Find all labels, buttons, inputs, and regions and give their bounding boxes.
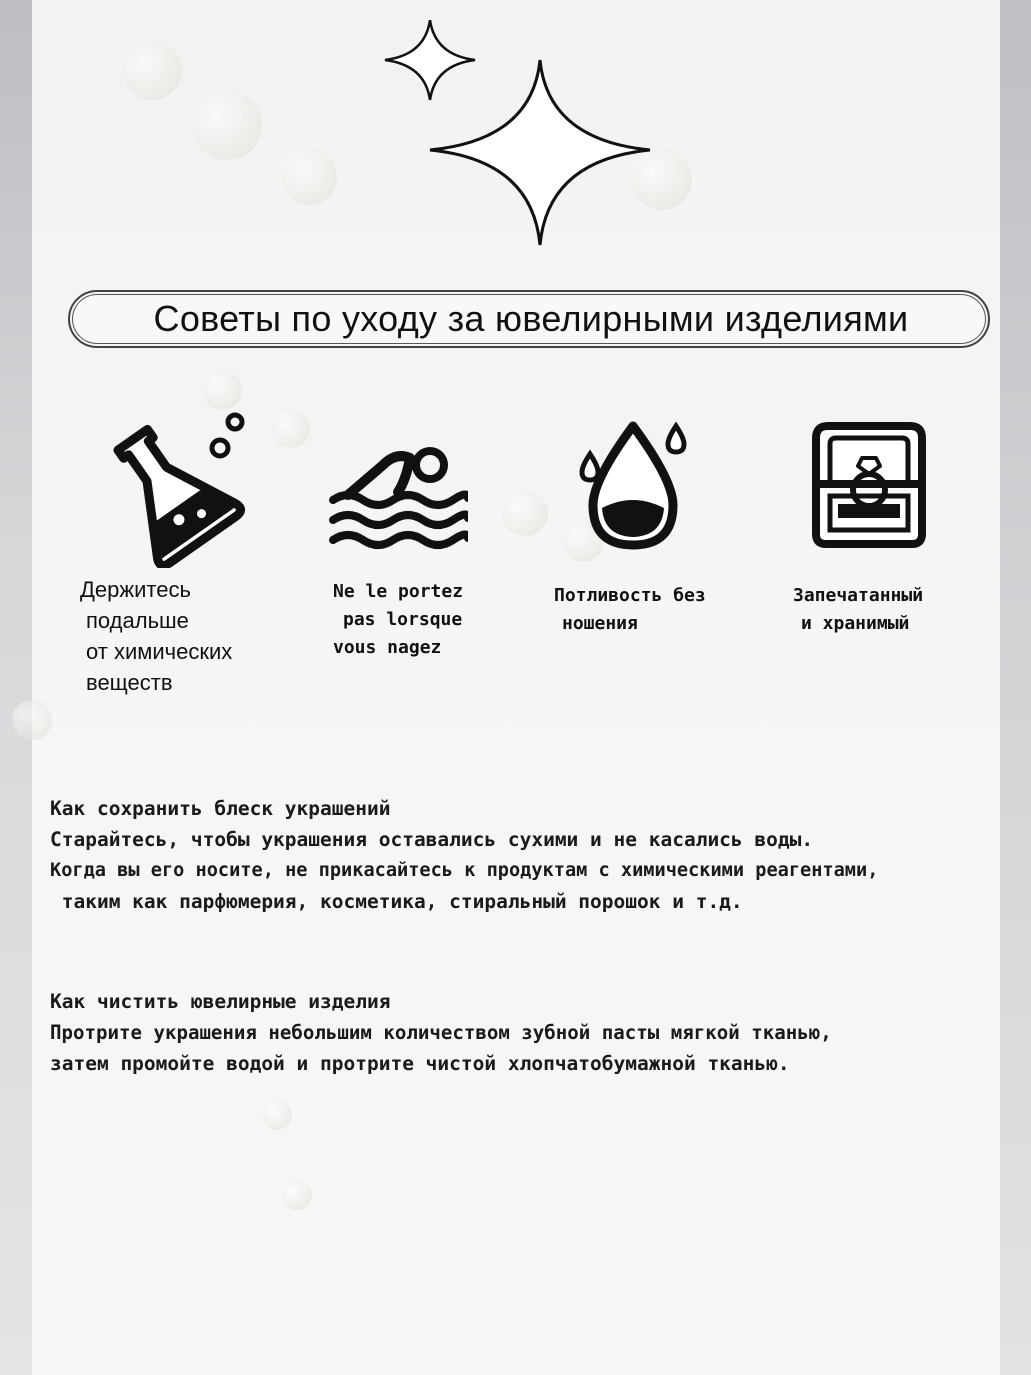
pearl-bead <box>192 90 262 160</box>
pearl-bead <box>12 700 52 740</box>
caption-line: Запечатанный <box>793 585 924 606</box>
swimmer-icon <box>328 420 468 550</box>
title-banner <box>68 290 990 348</box>
cleaning-line: Протрите украшения небольшим количеством зубной пасты мягкой тканью, <box>50 1021 832 1044</box>
shine-heading: Как сохранить блеск украшений <box>50 797 391 820</box>
caption-line: pas lorsque <box>343 609 463 630</box>
ring-box-icon <box>808 420 930 550</box>
sparkle-stars-icon <box>380 20 660 250</box>
tip-caption-storage <box>793 582 923 638</box>
pearl-bead <box>282 1180 312 1210</box>
caption-line: ношения <box>562 613 638 634</box>
shine-line: Старайтесь, чтобы украшения оставались сухими и не касались воды. <box>50 828 814 851</box>
pearl-bead <box>272 410 310 448</box>
caption-line: Держитесь <box>80 577 191 602</box>
background-strip-left <box>0 0 32 1375</box>
tip-caption-swimming <box>333 578 463 662</box>
caption-line: веществ <box>86 670 173 695</box>
pearl-bead <box>262 1100 292 1130</box>
pearl-bead <box>122 40 182 100</box>
caption-line: vous nagez <box>333 637 442 658</box>
caption-line: и хранимый <box>801 613 910 634</box>
caption-line: от химических <box>86 639 233 664</box>
chemical-flask-icon <box>90 408 250 568</box>
sweat-drop-icon <box>578 420 693 555</box>
caption-line: подальше <box>86 608 189 633</box>
shine-line: Когда вы его носите, не прикасайтесь к продуктам с химическими реагентами, <box>50 860 879 881</box>
cleaning-line: затем промойте водой и протрите чистой хлопчатобумажной тканью. <box>50 1052 790 1075</box>
pearl-bead <box>502 490 548 536</box>
cleaning-section <box>50 986 832 1079</box>
caption-line: Ne le portez <box>333 581 464 602</box>
shine-line: таким как парфюмерия, косметика, стиральный порошок и т.д. <box>50 890 743 913</box>
pearl-bead <box>282 150 337 205</box>
cleaning-heading: Как чистить ювелирные изделия <box>50 990 391 1013</box>
pearl-bead <box>202 370 242 410</box>
tip-caption-chemicals <box>80 574 232 698</box>
caption-line: Потливость без <box>554 585 706 606</box>
tip-caption-sweat <box>554 582 706 638</box>
background-strip-right <box>1000 0 1031 1375</box>
page-title: Советы по уходу за ювелирными изделиями <box>153 298 909 339</box>
shine-section <box>50 793 878 917</box>
